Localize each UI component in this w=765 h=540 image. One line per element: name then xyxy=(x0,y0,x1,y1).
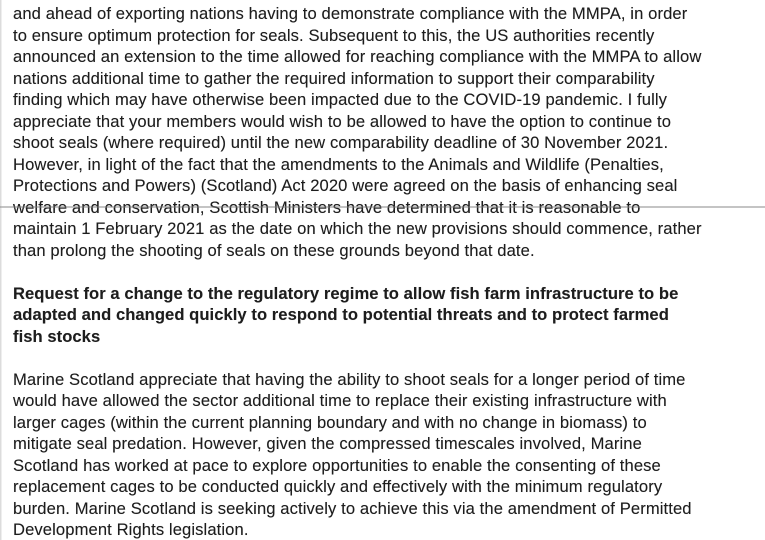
text-line: welfare and conservation, Scottish Ministers have determined that it is reasonable to xyxy=(13,197,641,217)
text-line: finding which may have otherwise been impacted due to the COVID-19 pandemic. I fully xyxy=(13,90,668,109)
text-line: Request for a change to the regulatory regime to allow fish farm infrastructure to be xyxy=(13,283,679,303)
text-line: mitigate seal predation. However, given the compressed timescales involved, Marine xyxy=(13,434,642,453)
text-line: to ensure optimum protection for seals. Subsequent to this, the US authorities recently xyxy=(13,25,655,45)
text-line: adapted and changed quickly to respond to potential threats and to protect farmed xyxy=(13,305,669,324)
text-line: larger cages (within the current planning boundary and with no change in biomass) to xyxy=(13,412,647,432)
text-line: than prolong the shooting of seals on these grounds beyond that date. xyxy=(13,240,535,260)
text-line: fish stocks xyxy=(13,326,101,346)
text-line: nations additional time to gather the required information to support their comparability xyxy=(13,68,655,88)
left-page-edge-scan-artifact xyxy=(0,0,2,540)
text-line: and ahead of exporting nations having to demonstrate compliance with the MMPA, in order xyxy=(13,4,688,23)
text-line: Protections and Powers) (Scotland) Act 2020 were agreed on the basis of enhancing seal xyxy=(13,176,678,195)
text-line: Scotland has worked at pace to explore opportunities to enable the consenting of these xyxy=(13,455,661,475)
text-line: maintain 1 February 2021 as the date on which the new provisions should commence, rather xyxy=(13,219,702,238)
text-line: Marine Scotland appreciate that having the ability to shoot seals for a longer period of time xyxy=(13,369,686,389)
text-line: burden. Marine Scotland is seeking actively to achieve this via the amendment of Permitted xyxy=(13,498,692,518)
text-line: However, in light of the fact that the amendments to the Animals and Wildlife (Penalties, xyxy=(13,154,664,174)
text-line: announced an extension to the time allowed for reaching compliance with the MMPA to allow xyxy=(13,47,702,66)
text-line: appreciate that your members would wish to be allowed to have the option to continue to xyxy=(13,111,672,131)
paragraph-seal-shooting-deadline xyxy=(13,3,757,261)
text-line: Development Rights legislation. xyxy=(13,520,249,539)
paragraph-marine-scotland-response xyxy=(13,369,757,540)
text-line: replacement cages to be conducted quickly and effectively with the minimum regulatory xyxy=(13,477,663,496)
section-heading-regulatory-regime-request xyxy=(13,283,757,348)
text-line: shoot seals (where required) until the new comparability deadline of 30 November 2021. xyxy=(13,133,669,152)
text-line: would have allowed the sector additional time to replace their existing infrastructure with xyxy=(13,391,667,410)
